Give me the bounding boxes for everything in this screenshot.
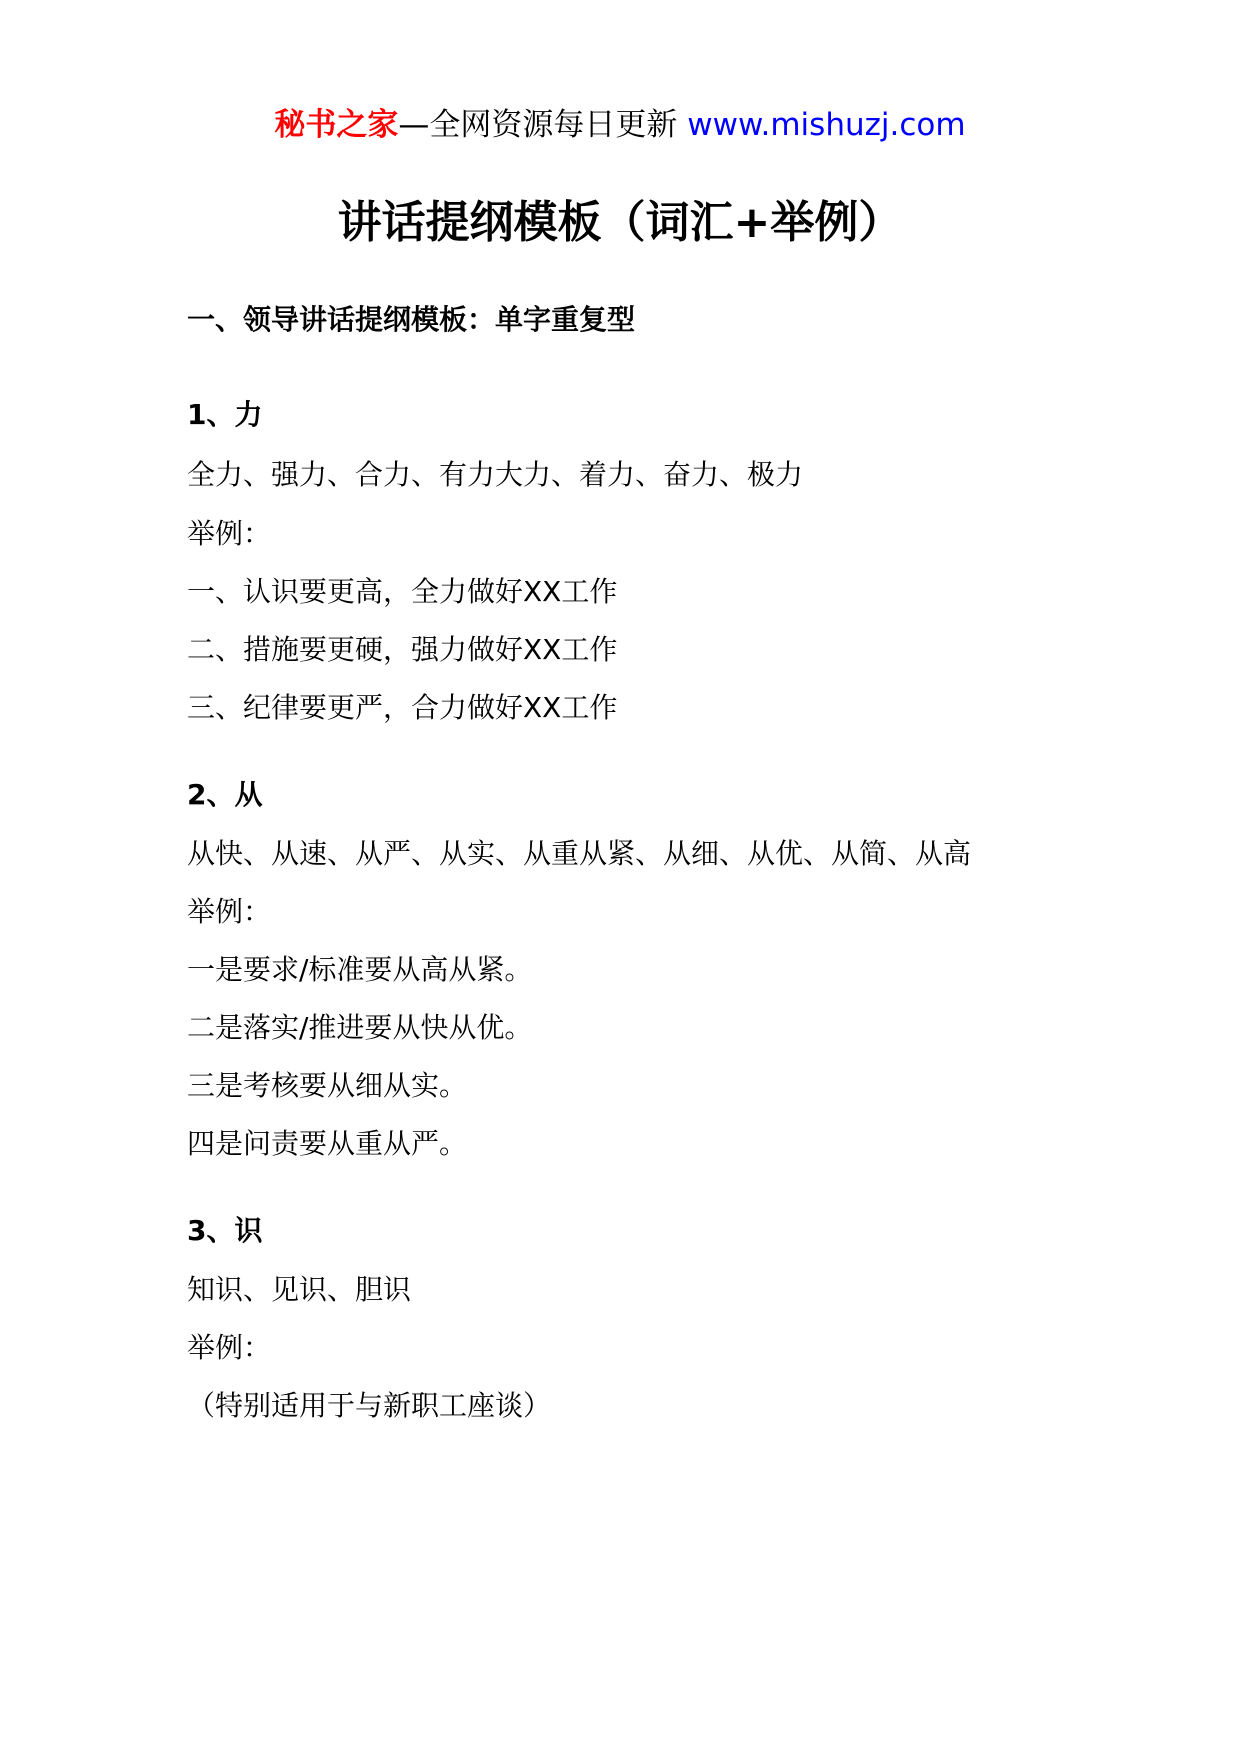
- brand-name: 秘书之家: [274, 107, 399, 143]
- example-label: 举例：: [187, 517, 272, 550]
- item-words: 知识、见识、胆识: [187, 1273, 412, 1306]
- example-line: 二、措施要更硬，强力做好XX工作: [187, 633, 618, 666]
- site-url-link[interactable]: www.mishuzj.com: [687, 107, 966, 143]
- example-line: 三是考核要从细从实。: [187, 1069, 468, 1102]
- header-tagline: —全网资源每日更新: [398, 107, 678, 143]
- example-line: 一、认识要更高，全力做好XX工作: [187, 575, 618, 608]
- example-line: 二是落实/推进要从快从优。: [187, 1011, 533, 1044]
- example-label: 举例：: [187, 895, 272, 928]
- document-title: 讲话提纲模板（词汇+举例）: [337, 197, 903, 248]
- item-words: 从快、从速、从严、从实、从重从紧、从细、从优、从简、从高: [187, 837, 972, 870]
- site-header-banner: [0, 100, 1240, 150]
- example-line: 一是要求/标准要从高从紧。: [187, 953, 533, 986]
- example-line: 三、纪律要更严，合力做好XX工作: [187, 691, 618, 724]
- item-words: 全力、强力、合力、有力大力、着力、奋力、极力: [187, 458, 804, 491]
- item-heading: 3、识: [187, 1214, 263, 1247]
- item-heading: 2、从: [187, 778, 263, 811]
- example-line: 四是问责要从重从严。: [187, 1127, 468, 1160]
- section-heading: 一、领导讲话提纲模板：单字重复型: [187, 303, 636, 336]
- example-line: （特别适用于与新职工座谈）: [187, 1389, 552, 1422]
- item-heading: 1、力: [187, 398, 263, 431]
- example-label: 举例：: [187, 1331, 272, 1364]
